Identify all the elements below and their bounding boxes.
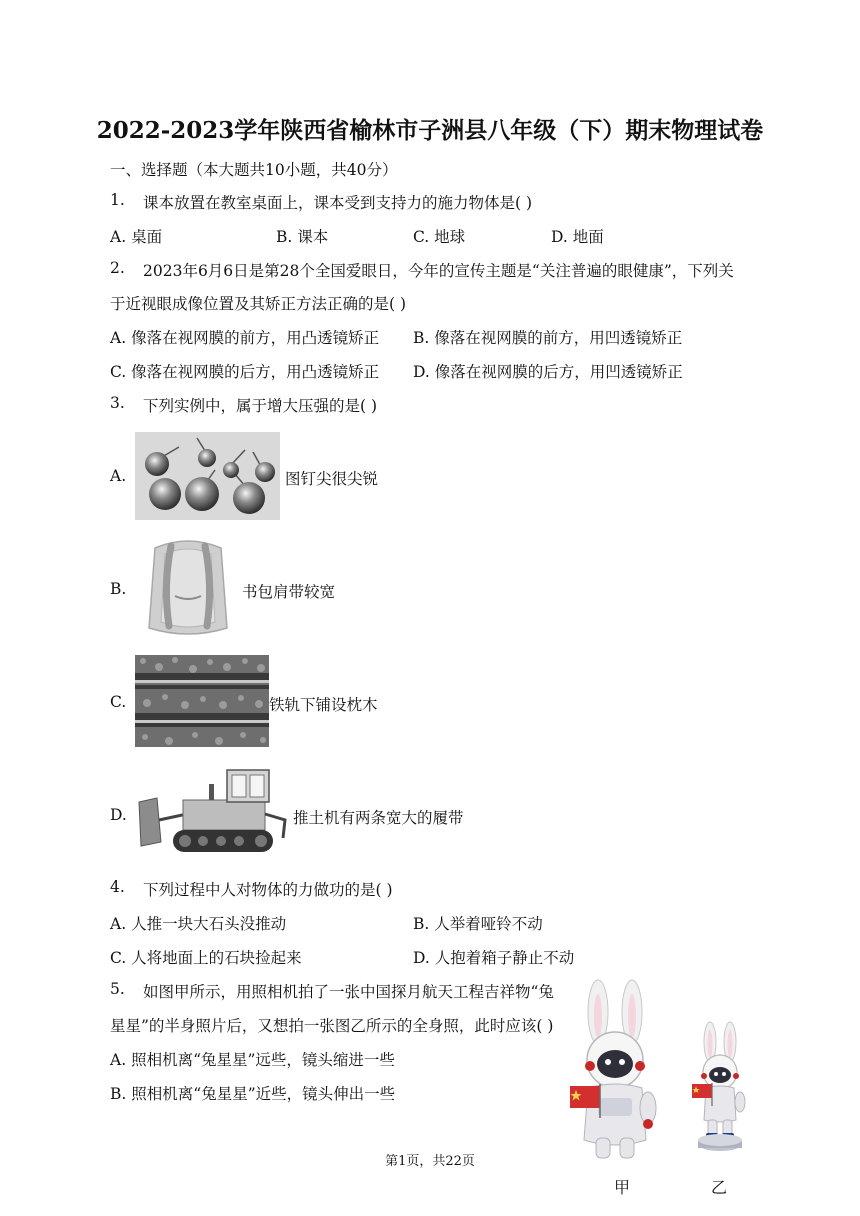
question-2-stem-line2: 于近视眼成像位置及其矫正方法正确的是( ): [110, 295, 407, 313]
q4-option-d: D. 人抱着箱子静止不动: [413, 949, 575, 967]
page-title: 2022-2023学年陕西省榆林市子洲县八年级（下）期末物理试卷: [96, 117, 764, 144]
q3-option-c-text: 铁轨下铺设枕木: [269, 696, 378, 714]
backpack-photo: [135, 536, 241, 640]
question-5-stem-line2: 星星”的半身照片后，又想拍一张图乙所示的全身照，此时应该( ): [110, 1017, 554, 1035]
bulldozer-photo: [135, 762, 290, 858]
q1-option-d: D. 地面: [551, 228, 604, 246]
question-3-stem: 下列实例中，属于增大压强的是( ): [143, 397, 378, 415]
question-5-number: 5.: [110, 980, 125, 998]
figure-label-jia: 甲: [614, 1178, 631, 1197]
q4-option-c: C. 人将地面上的石块捡起来: [110, 949, 302, 967]
q5-option-b: B. 照相机离“兔星星”近些，镜头伸出一些: [110, 1085, 396, 1103]
page-footer: 第1页，共22页: [385, 1154, 475, 1169]
question-2-stem-line1: 2023年6月6日是第28个全国爱眼日，今年的宣传主题是“关注普遍的眼健康”，下列关: [143, 262, 734, 280]
q4-option-a: A. 人推一块大石头没推动: [110, 915, 287, 933]
q2-option-b: B. 像落在视网膜的前方，用凹透镜矫正: [413, 329, 683, 347]
q4-option-b: B. 人举着哑铃不动: [413, 915, 543, 933]
question-4-stem: 下列过程中人对物体的力做功的是( ): [143, 881, 393, 899]
question-5-stem-line1: 如图甲所示，用照相机拍了一张中国探月航天工程吉祥物“兔: [143, 983, 554, 1001]
q3-option-b-text: 书包肩带较宽: [242, 583, 336, 601]
question-3-number: 3.: [110, 394, 125, 412]
question-4-number: 4.: [110, 878, 125, 896]
q2-option-a: A. 像落在视网膜的前方，用凸透镜矫正: [110, 329, 380, 347]
q3-option-a-letter: A.: [110, 467, 127, 485]
q3-option-b-letter: B.: [110, 580, 127, 598]
q1-option-c: C. 地球: [413, 228, 466, 246]
railway-photo: [135, 655, 269, 747]
q2-option-c: C. 像落在视网膜的后方，用凸透镜矫正: [110, 363, 380, 381]
q1-option-a: A. 桌面: [110, 228, 163, 246]
q3-option-c-letter: C.: [110, 693, 127, 711]
thumbtacks-photo: [135, 432, 280, 520]
rabbit-mascot-half-photo: [568, 978, 664, 1162]
q3-option-a-text: 图钉尖很尖锐: [285, 470, 379, 488]
q3-option-d-letter: D.: [110, 806, 127, 824]
question-1-number: 1.: [110, 191, 125, 209]
q1-option-b: B. 课本: [276, 228, 329, 246]
q5-option-a: A. 照相机离“兔星星”远些，镜头缩进一些: [110, 1051, 395, 1069]
question-1-stem: 课本放置在教室桌面上，课本受到支持力的施力物体是( ): [143, 194, 533, 212]
q2-option-d: D. 像落在视网膜的后方，用凹透镜矫正: [413, 363, 683, 381]
rabbit-mascot-full-photo: [688, 1020, 752, 1155]
q3-option-d-text: 推土机有两条宽大的履带: [293, 809, 464, 827]
question-2-number: 2.: [110, 259, 125, 277]
figure-label-yi: 乙: [711, 1178, 728, 1197]
section-header: 一、选择题（本大题共10小题，共40分）: [110, 161, 398, 179]
